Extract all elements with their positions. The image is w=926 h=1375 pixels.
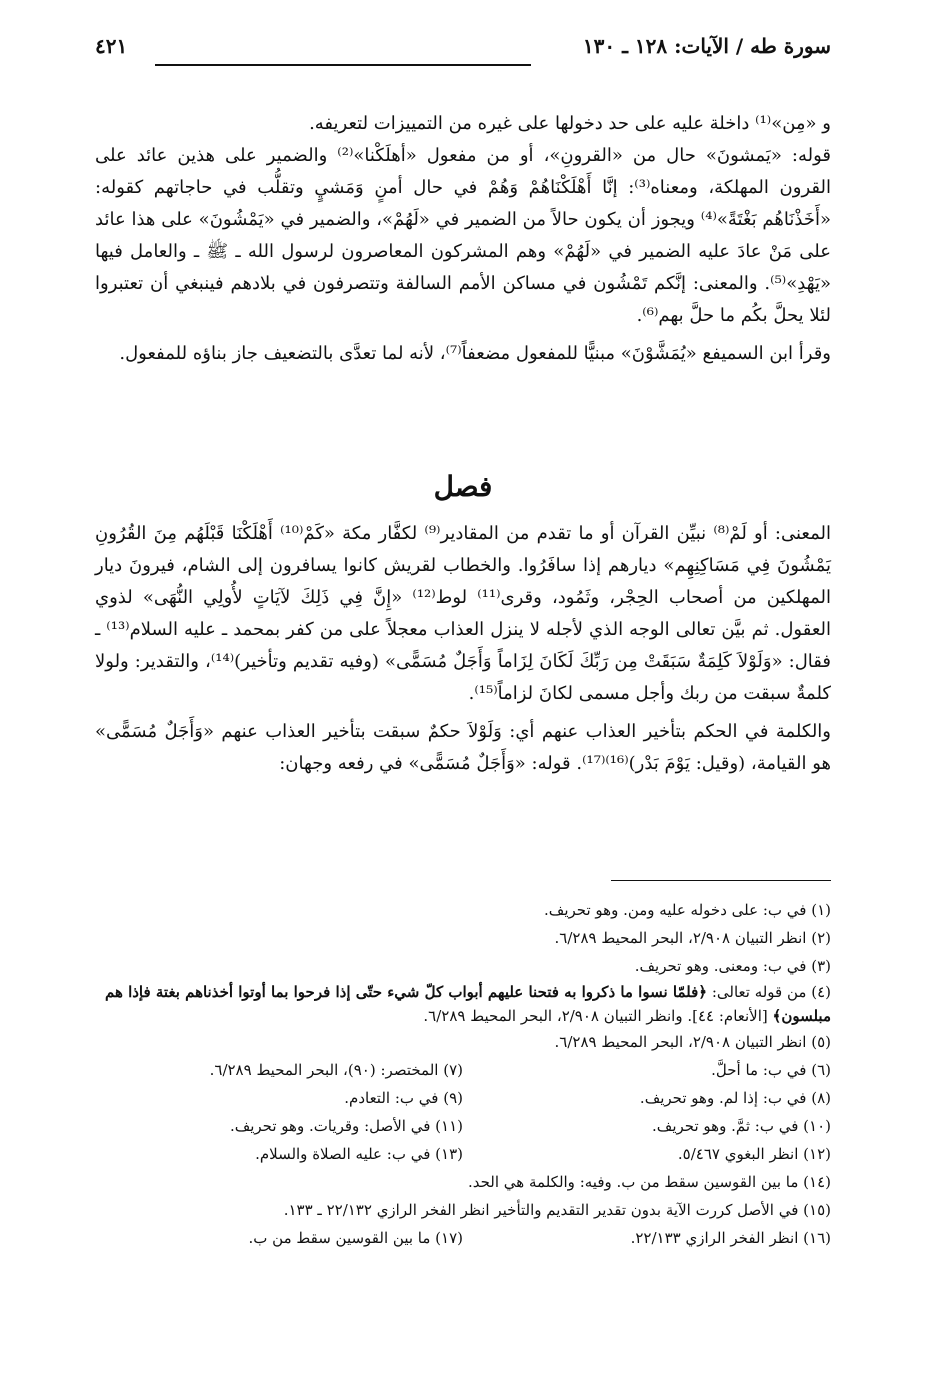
footnote: (١٠) في ب: ثمَّ. وهو تحريف. <box>652 1117 831 1135</box>
footnote: (١١) في الأصل: وقريات. وهو تحريف. <box>229 1117 463 1135</box>
footnote: (١٤) ما بين القوسين سقط من ب. وفيه: والكلمة هي الحد. <box>467 1173 831 1191</box>
footnote: (٥) انظر التبيان ٢/٩٠٨، البحر المحيط ٦/٢٨٩. <box>554 1033 831 1051</box>
footnote-lead: (٤) من قوله تعالى: <box>707 983 831 1001</box>
footnote-tail: [الأنعام: ٤٤]. وانظر التبيان ٢/٩٠٨، البحر المحيط ٦/٢٨٩. <box>423 1007 773 1025</box>
section-heading: فصل <box>433 470 493 503</box>
footnote: (٢) انظر التبيان ٢/٩٠٨، البحر المحيط ٦/٢٨٩. <box>554 929 831 947</box>
quran-verse: ﴿فلمّا نسوا ما ذكروا به فتحنا عليهم أبواب كلّ شيء حتّى إذا فرحوا بما أوتوا أخذناهم بغتة فإذا هم مبلسون﴾ <box>104 983 831 1025</box>
footnote-separator <box>611 880 831 881</box>
footnote: (٦) في ب: ما أحلَّ. <box>711 1061 831 1079</box>
footnote-row <box>95 1112 831 1140</box>
footnote: (٩) في ب: التعادم. <box>344 1089 463 1107</box>
footnote: (١٦) انظر الفخر الرازي ٢٢/١٣٣. <box>630 1229 831 1247</box>
running-title: سورة طه / الآيات: ١٢٨ ـ ١٣٠ <box>582 34 831 58</box>
footnote-row <box>95 1224 831 1252</box>
footnote-row <box>95 1084 831 1112</box>
footnote <box>95 980 831 1028</box>
paragraph: وقرأ ابن السميفع «يُمَشَّوْنَ» مبنيًّا للمفعول مضعفاً⁽⁷⁾، لأنه لما تعدَّى بالتضعيف جاز بناؤه للمفعول. <box>119 343 831 364</box>
footnote: (١) في ب: على دخوله عليه ومن. وهو تحريف. <box>544 901 831 919</box>
footnote: (١٧) ما بين القوسين سقط من ب. <box>248 1229 463 1247</box>
main-text <box>95 108 831 370</box>
footnote: (١٣) في ب: عليه الصلاة والسلام. <box>255 1145 463 1163</box>
footnote: (١٢) انظر البغوي ٥/٤٦٧. <box>677 1145 831 1163</box>
paragraph: والكلمة في الحكم بتأخير العذاب عنهم أي: وَلَوْلاَ حكمٌ سبقت بتأخير العذاب عنهم «وَأَجَلٌ مُسَمًّى» هو القيامة، (وقيل: يَوْمَ بَدْر)⁽¹⁶⁾⁽¹⁷⁾. قوله: «وَأَجَلٌ مُسَمًّى» في رفعه وجهان: <box>95 721 832 774</box>
footnote-row <box>95 1140 831 1168</box>
footnote: (٧) المختصر: (٩٠)، البحر المحيط ٦/٢٨٩. <box>209 1061 463 1079</box>
footnotes <box>95 896 831 1252</box>
paragraph: المعنى: أو لَمْ⁽⁸⁾ نبيِّن القرآن أو ما تقدم من المقادير⁽⁹⁾ لكفَّار مكة «كَمْ⁽¹⁰⁾ أَهْلَكْنَا قَبْلَهُم مِنَ القُرُونِ يَمْشُونَ فِي مَسَاكِنِهِم» ديارهم إذا سافَرُوا. والخطاب لقريش كانوا يسافرون إلى الشام، فيرونَ ديار المهلكين من أصحاب الحِجْر، وثَمُود، وقرى⁽¹¹⁾ لوط⁽¹²⁾ «إِنَّ فِي ذَلِكَ لآيَاتٍ لأُولِي النُّهَى» لذوي العقول. ثم بيَّن تعالى الوجه الذي لأجله لا ينزل العذاب معجلاً على من كفر بمحمد ـ عليه السلام⁽¹³⁾ ـ فقال: «وَلَوْلاَ كَلِمَةٌ سَبَقَتْ مِن رَبِّكَ لَكَانَ لِزَاماً وَأَجَلٌ مُسَمًّى» (وفيه تقديم وتأخير)⁽¹⁴⁾، والتقدير: ولولا كلمةٌ سبقت من ربك وأجل مسمى لكانَ لزاماً⁽¹⁵⁾. <box>95 523 831 704</box>
header-rule <box>155 64 531 66</box>
paragraph: قوله: «يَمشونَ» حال من «القرونِ»، أو من مفعول «أهلَكْنا»⁽²⁾ والضمير على هذين عائد على القرون المهلكة، ومعناه⁽³⁾: إنَّا أَهْلَكْنَاهُمْ وَهُمْ في حال أمنٍ وَمَشيٍ وتقلُّب في حاجاتهم كقوله: «أَخَذْنَاهُم بَغْتَةً»⁽⁴⁾ ويجوز أن يكون حالاً من الضمير في «لَهُمْ»، والضمير في «يَمْشُونَ» على هذا عائد على مَنْ عادَ عليه الضمير في «لَهُمْ» وهم المشركون المعاصرون لرسول الله ـ ﷺ ـ والعامل فيها «يَهْدِ»⁽⁵⁾. والمعنى: إنَّكم تَمْشُون في مساكن الأمم السالفة وتتصرفون في بلادهم فينبغي أن تعتبروا لئلا يحلَّ بكُم ما حلَّ بهم⁽⁶⁾. <box>95 145 831 326</box>
footnote-row <box>95 1056 831 1084</box>
footnote: (٨) في ب: إذا لم. وهو تحريف. <box>639 1089 831 1107</box>
page-number: ٤٢١ <box>95 34 128 58</box>
footnote: (٣) في ب: ومعنى. وهو تحريف. <box>634 957 831 975</box>
footnote: (١٥) في الأصل كررت الآية بدون تقدير التقديم والتأخير انظر الفخر الرازي ٢٢/١٣٢ ـ ١٣٣. <box>283 1201 831 1219</box>
page-header <box>95 30 831 70</box>
section-text <box>95 518 831 780</box>
paragraph: و «مِن»⁽¹⁾ داخلة عليه على حد دخولها على غيره من التمييزات لتعريفه. <box>309 113 831 134</box>
